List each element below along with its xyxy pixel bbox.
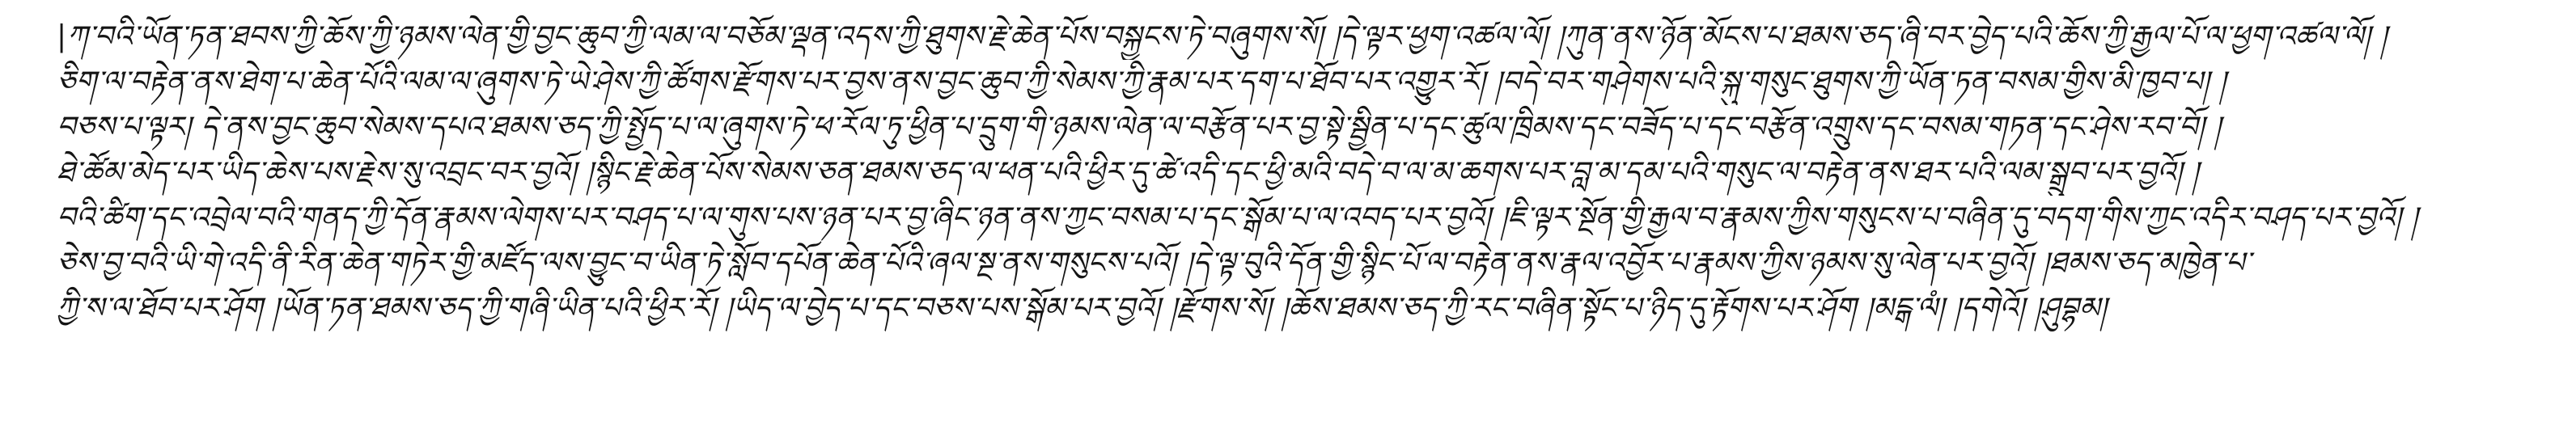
manuscript-text-block (57, 15, 2540, 331)
manuscript-line-1: |ཀ་བའི་ཡོན་ཏན་ཐབས་ཀྱི་ཆོས་ཀྱི་ཉམས་ལེན་གྱི་བྱང་ཆུབ་ཀྱི་ལམ་ལ་བཅོམ་ལྡན་འདས་ཀྱི་ཐུགས་རྗེ་ཆེན་པོས་བསྐྱངས་ཏེ་བཞུགས་སོ། །དེ་ལྟར་ཕྱག་འཚལ་ལོ། །ཀུན་ནས་ཉོན་མོངས་པ་ཐམས་ཅད་ཞི་བར་བྱེད་པའི་ཆོས་ཀྱི་རྒྱལ་པོ་ལ་ཕྱག་འཚལ་ལོ། ། (57, 20, 2387, 53)
manuscript-line-4: ཐེ་ཚོམ་མེད་པར་ཡིད་ཆེས་པས་རྗེས་སུ་འབྲང་བར་བྱའོ། །སྙིང་རྗེ་ཆེན་པོས་སེམས་ཅན་ཐམས་ཅད་ལ་ཕན་པའི་ཕྱིར་དུ་ཚེ་འདི་དང་ཕྱི་མའི་བདེ་བ་ལ་མ་ཆགས་པར་བླ་མ་དམ་པའི་གསུང་ལ་བརྟེན་ནས་ཐར་པའི་ལམ་སྒྲུབ་པར་བྱའོ། ། (57, 156, 2199, 189)
manuscript-line-5: བའི་ཚིག་དང་འབྲེལ་བའི་གནད་ཀྱི་དོན་རྣམས་ལེགས་པར་བཤད་པ་ལ་གུས་པས་ཉན་པར་བྱ་ཞིང་ཉན་ནས་ཀྱང་བསམ་པ་དང་སྒོམ་པ་ལ་འབད་པར་བྱའོ། །ཇི་ལྟར་སྔོན་གྱི་རྒྱལ་བ་རྣམས་ཀྱིས་གསུངས་པ་བཞིན་དུ་བདག་གིས་ཀྱང་འདིར་བཤད་པར་བྱའོ། ། (57, 201, 2418, 234)
manuscript-line-6: ཅེས་བྱ་བའི་ཡི་གེ་འདི་ནི་རིན་ཆེན་གཏེར་གྱི་མཛོད་ལས་བྱུང་བ་ཡིན་ཏེ་སློབ་དཔོན་ཆེན་པོའི་ཞལ་སྔ་ནས་གསུངས་པའོ། །དེ་ལྟ་བུའི་དོན་གྱི་སྙིང་པོ་ལ་བརྟེན་ནས་རྣལ་འབྱོར་པ་རྣམས་ཀྱིས་ཉམས་སུ་ལེན་པར་བྱའོ། །ཐམས་ཅད་མཁྱེན་པ་ (57, 247, 2252, 280)
manuscript-line-3: བཅས་པ་ལྟར། དེ་ནས་བྱང་ཆུབ་སེམས་དཔའ་ཐམས་ཅད་ཀྱི་སྤྱོད་པ་ལ་ཞུགས་ཏེ་ཕ་རོལ་ཏུ་ཕྱིན་པ་དྲུག་གི་ཉམས་ལེན་ལ་བརྩོན་པར་བྱ་སྟེ་སྦྱིན་པ་དང་ཚུལ་ཁྲིམས་དང་བཟོད་པ་དང་བརྩོན་འགྲུས་དང་བསམ་གཏན་དང་ཤེས་རབ་བོ། ། (57, 111, 2222, 144)
manuscript-line-2: ཅིག་ལ་བརྟེན་ནས་ཐེག་པ་ཆེན་པོའི་ལམ་ལ་ཞུགས་ཏེ་ཡེ་ཤེས་ཀྱི་ཚོགས་རྫོགས་པར་བྱས་ནས་བྱང་ཆུབ་ཀྱི་སེམས་ཀྱི་རྣམ་པར་དག་པ་ཐོབ་པར་འགྱུར་རོ། །བདེ་བར་གཤེགས་པའི་སྐུ་གསུང་ཐུགས་ཀྱི་ཡོན་ཏན་བསམ་གྱིས་མི་ཁྱབ་པ། ། (57, 65, 2226, 99)
manuscript-line-7: ཀྱི་ས་ལ་ཐོབ་པར་ཤོག །ཡོན་ཏན་ཐམས་ཅད་ཀྱི་གཞི་ཡིན་པའི་ཕྱིར་རོ། །ཡིད་ལ་བྱེད་པ་དང་བཅས་པས་སྒོམ་པར་བྱའོ། །རྫོགས་སོ། །ཆོས་ཐམས་ཅད་ཀྱི་རང་བཞིན་སྟོང་པ་ཉིད་དུ་རྟོགས་པར་ཤོག །མངྒ་ལཾ། །དགེའོ། །ཤུབྷམ། (57, 292, 2108, 325)
